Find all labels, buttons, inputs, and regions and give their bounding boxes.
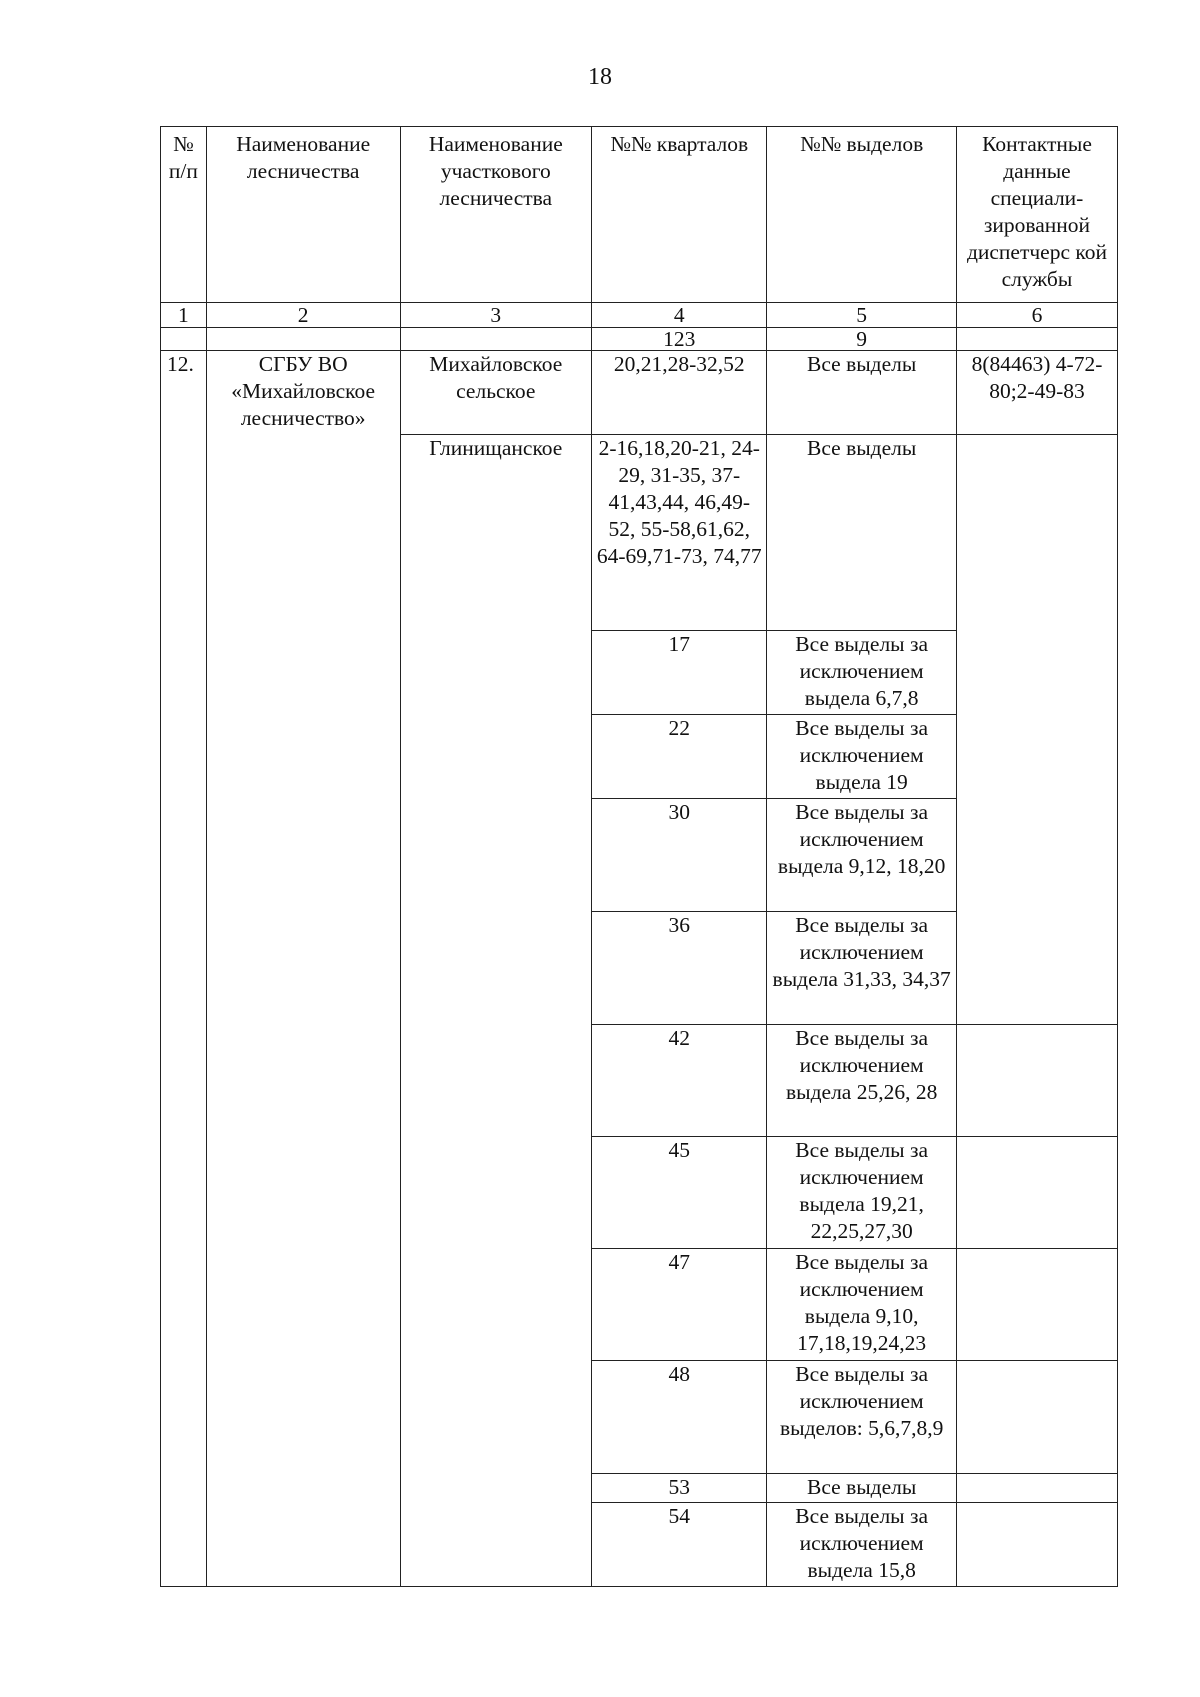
page-number: 18	[588, 64, 612, 90]
quarters-cell: 53	[592, 1474, 767, 1503]
quarters-cell: 48	[592, 1361, 767, 1474]
table-row	[161, 351, 1118, 435]
quarters-cell: 42	[592, 1025, 767, 1137]
quarters-cell: 54	[592, 1503, 767, 1587]
plots-cell: Все выделы	[767, 351, 957, 435]
plots-cell: Все выделы за исключением выдела 25,26, 28	[767, 1025, 957, 1137]
quarters-cell: 20,21,28-32,52	[592, 351, 767, 435]
plots-cell: Все выделы за исключением выдела 15,8	[767, 1503, 957, 1587]
forestry-name: СГБУ ВО «Михайловское лесничество»	[206, 351, 400, 1587]
quarters-cell: 45	[592, 1137, 767, 1249]
col-number: 4	[592, 303, 767, 328]
header-num: № п/п	[161, 127, 207, 303]
extra-row	[161, 328, 1118, 351]
col-number: 5	[767, 303, 957, 328]
header-plots: №№ выделов	[767, 127, 957, 303]
header-district: Наименование участкового лесничества	[400, 127, 592, 303]
header-row	[161, 127, 1118, 303]
quarters-cell: 2-16,18,20-21, 24-29, 31-35, 37-41,43,44, 46,49-52, 55-58,61,62, 64-69,71-73, 74,77	[592, 435, 767, 631]
district-name: Михайловское сельское	[400, 351, 592, 435]
plots-cell: Все выделы за исключением выделов: 5,6,7,8,9	[767, 1361, 957, 1474]
plots-cell: Все выделы за исключением выдела 6,7,8	[767, 631, 957, 715]
quarters-cell: 47	[592, 1249, 767, 1361]
quarters-cell: 30	[592, 799, 767, 912]
plots-cell: Все выделы за исключением выдела 31,33, 34,37	[767, 912, 957, 1025]
plots-cell: Все выделы за исключением выдела 19	[767, 715, 957, 799]
col-number: 3	[400, 303, 592, 328]
col-number: 2	[206, 303, 400, 328]
quarters-cell: 36	[592, 912, 767, 1025]
quarters-cell: 22	[592, 715, 767, 799]
entry-number: 12.	[161, 351, 207, 1137]
forestry-table	[160, 126, 1118, 1587]
col-number: 6	[956, 303, 1117, 328]
col-number: 1	[161, 303, 207, 328]
plots-cell: Все выделы за исключением выдела 9,10, 17,18,19,24,23	[767, 1249, 957, 1361]
extra-quarters: 123	[592, 328, 767, 351]
header-quarters: №№ кварталов	[592, 127, 767, 303]
district-name: Глинищанское	[400, 435, 592, 1587]
plots-cell: Все выделы	[767, 435, 957, 631]
header-forestry: Наименование лесничества	[206, 127, 400, 303]
contacts-cell: 8(84463) 4-72-80;2-49-83	[956, 351, 1117, 435]
plots-cell: Все выделы за исключением выдела 19,21, 22,25,27,30	[767, 1137, 957, 1249]
header-contacts: Контактные данные специали-зированной диспетчерс кой службы	[956, 127, 1117, 303]
plots-cell: Все выделы	[767, 1474, 957, 1503]
plots-cell: Все выделы за исключением выдела 9,12, 18,20	[767, 799, 957, 912]
quarters-cell: 17	[592, 631, 767, 715]
column-number-row	[161, 303, 1118, 328]
extra-plots: 9	[767, 328, 957, 351]
